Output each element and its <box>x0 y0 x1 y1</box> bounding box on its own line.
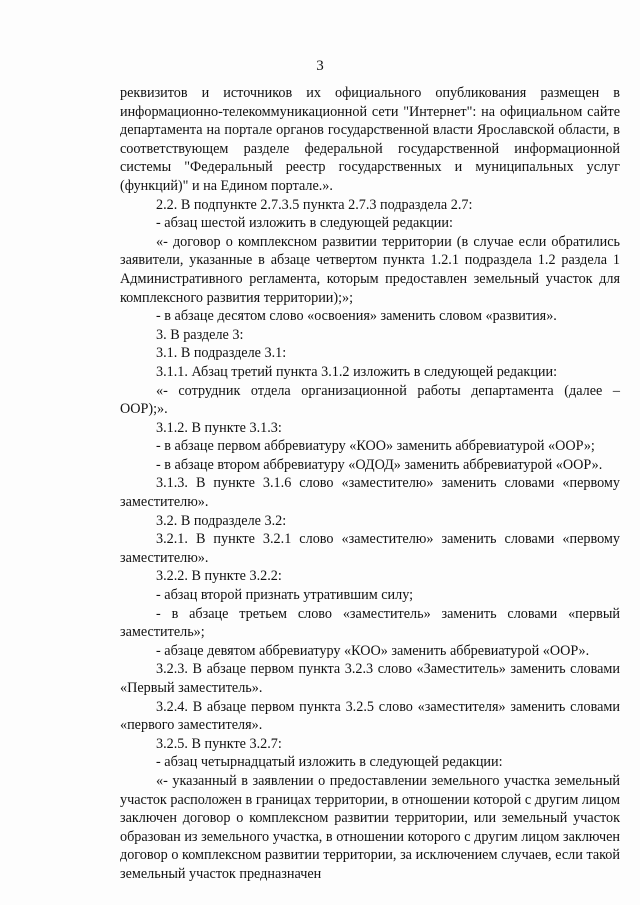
document-body <box>120 84 620 884</box>
paragraph: 3.1.1. Абзац третий пункта 3.1.2 изложить в следующей редакции: <box>156 363 558 380</box>
paragraph: - в абзаце втором аббревиатуру «ОДОД» заменить аббревиатурой «ООР». <box>156 456 603 473</box>
paragraph: 3.2.3. В абзаце первом пункта 3.2.3 слово «Заместитель» заменить словами «Первый заместитель». <box>120 661 620 696</box>
paragraph: - абзац четырнадцатый изложить в следующей редакции: <box>156 754 503 771</box>
paragraph: - в абзаце десятом слово «освоения» заменить словом «развития». <box>156 308 557 325</box>
paragraph: «- договор о комплексном развитии территории (в случае если обратились заявители, указанные в абзаце четвертом пункта 1.2.1 подраздела 1.2 раздела 1 Административного регламента, которым предоставлен земельный участок для комплексного развития территории);»; <box>120 233 620 306</box>
paragraph: - абзац шестой изложить в следующей редакции: <box>156 215 453 232</box>
paragraph: «- указанный в заявлении о предоставлении земельного участка земельный участок расположен в границах территории, в отношении которой с другим лицом заключен договор о комплексном развитии территории, или земельный участок образован из земельного участка, в отношении которого с другим лицом заключен договор о комплексном развитии территории, за исключением случаев, если такой земельный участок предназначен <box>120 772 620 882</box>
paragraph: 3. В разделе 3: <box>156 326 244 343</box>
paragraph: 3.1.2. В пункте 3.1.3: <box>156 419 282 436</box>
page-number: 3 <box>316 58 324 74</box>
paragraph: 2.2. В подпункте 2.7.3.5 пункта 2.7.3 подраздела 2.7: <box>156 196 473 213</box>
paragraph: 3.1.3. В пункте 3.1.6 слово «заместителю» заменить словами «первому заместителю». <box>120 475 620 511</box>
paragraph: реквизитов и источников их официального опубликования размещен в информационно-телекоммуникационной сети "Интернет": на официальном сайте департамента на портале органов государственной власти Ярославской области, в соответствующем разделе федеральной государственной информационной системы "Федеральный реестр государственных и муниципальных услуг (функций)" и на Едином портале.». <box>120 85 620 194</box>
paragraph: 3.2.1. В пункте 3.2.1 слово «заместителю» заменить словами «первому заместителю». <box>120 531 620 566</box>
paragraph: - абзац второй признать утратившим силу; <box>156 587 414 604</box>
paragraph: - абзаце девятом аббревиатуру «КОО» заменить аббревиатурой «ООР». <box>156 642 590 659</box>
paragraph: 3.2.4. В абзаце первом пункта 3.2.5 слово «заместителя» заменить словами «первого заместителя». <box>120 698 620 734</box>
paragraph: - в абзаце первом аббревиатуру «КОО» заменить аббревиатурой «ООР»; <box>156 438 595 455</box>
paragraph: 3.2.2. В пункте 3.2.2: <box>156 568 282 585</box>
paragraph: - в абзаце третьем слово «заместитель» заменить словами «первый заместитель»; <box>120 605 620 641</box>
paragraph: 3.2.5. В пункте 3.2.7: <box>156 735 282 752</box>
paragraph: 3.1. В подразделе 3.1: <box>156 345 287 362</box>
paragraph: «- сотрудник отдела организационной работы департамента (далее – ООР);». <box>120 382 620 418</box>
paragraph: 3.2. В подразделе 3.2: <box>156 512 287 529</box>
